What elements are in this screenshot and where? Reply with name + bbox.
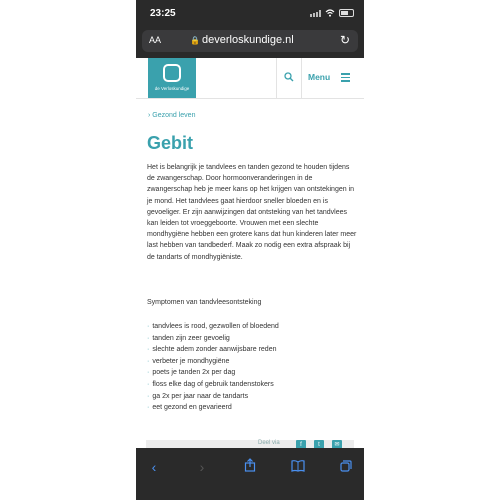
battery-icon [339,9,354,17]
email-icon[interactable]: ✉ [332,440,342,450]
wifi-icon [325,9,335,17]
list-item: · tanden zijn zeer gevoelig [147,334,230,342]
facebook-icon[interactable]: f [296,440,306,450]
symptoms-heading: Symptomen van tandvleesontsteking [147,299,262,306]
browser-bar [136,28,364,58]
back-icon[interactable]: ‹ [151,459,157,475]
status-icons [310,9,354,17]
bookmarks-icon[interactable] [288,458,308,476]
list-item: · slechte adem zonder aanwijsbare reden [147,346,277,354]
status-time: 23:25 [150,8,176,19]
list-item: · ga 2x per jaar naar de tandarts [147,392,249,400]
breadcrumb[interactable]: › Gezond leven [148,112,196,119]
url-text[interactable]: deverloskundige.nl [202,34,294,46]
list-item: · poets je tanden 2x per dag [147,369,236,377]
phone-screen [136,0,364,500]
list-item: · verbeter je mondhygiëne [147,357,230,365]
page-title: Gebit [147,133,194,153]
reload-icon[interactable]: ↻ [339,33,350,47]
search-icon [284,72,294,82]
share-label: Deel via [258,440,280,446]
share-icon[interactable] [240,458,260,476]
site-header [136,58,364,99]
address-bar[interactable] [142,30,358,52]
list-item: · eet gezond en gevarieerd [147,404,232,412]
site-logo[interactable] [148,58,196,98]
symptoms-list [147,321,279,414]
logo-mark-icon [163,64,181,82]
intro-paragraph: Het is belangrijk je tandvlees en tanden gezond te houden tijdens de zwangerschap. Door hormoonveranderingen in de zwangerschap heb je meer kans op het krijgen van ontstekingen in je mond. Het tandvlees gaat hierdoor sneller bloeden en is gevoeliger. Er zijn aanwijzingen dat ontsteking van het tandvlees kan leiden tot vroeggeboorte. Vrouwen met een slechte mondhygiëne hebben een grotere kans dat hun kinderen later meer last hebben van tandbederf. Maak zo nodig een extra afspraak bij de tandarts of mondhygiëniste. [147,164,357,261]
signal-icon [310,10,321,17]
tabs-icon[interactable] [336,458,356,476]
search-button[interactable] [276,58,302,98]
lock-icon: 🔒 [190,36,200,45]
browser-toolbar [136,448,364,500]
list-item: · floss elke dag of gebruik tandenstokers [147,380,274,388]
forward-icon[interactable]: › [199,459,205,475]
text-size-button[interactable]: AA [149,35,162,45]
status-bar [136,0,364,28]
menu-button-label[interactable]: Menu [308,72,331,82]
hamburger-menu-icon[interactable] [341,73,350,84]
logo-text: de Verloskundige [154,86,190,91]
twitter-icon[interactable]: t [314,440,324,450]
list-item: · tandvlees is rood, gezwollen of bloedend [147,323,279,330]
